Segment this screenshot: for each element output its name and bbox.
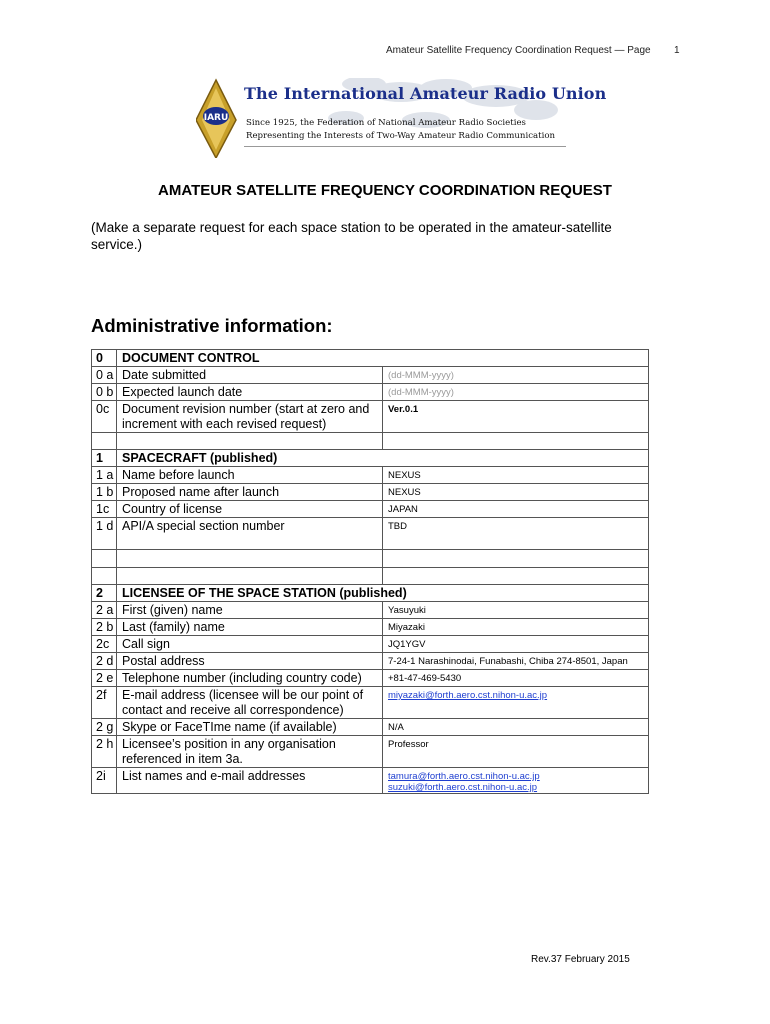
last-name-field[interactable]: Miyazaki: [383, 619, 649, 636]
section-header-row: [92, 585, 649, 602]
table-row: [92, 619, 649, 636]
item-number: 2c: [92, 636, 117, 653]
item-label: Telephone number (including country code): [117, 670, 383, 687]
blank-row: [92, 550, 649, 568]
section-header-row: [92, 450, 649, 467]
item-number: 0c: [92, 401, 117, 433]
item-label: List names and e-mail addresses: [117, 768, 383, 794]
section-title: SPACECRAFT (published): [117, 450, 649, 467]
iaru-logo: [196, 78, 607, 158]
item-number: 2 a: [92, 602, 117, 619]
api-section-field[interactable]: TBD: [383, 518, 649, 550]
item-label: API/A special section number: [117, 518, 383, 550]
item-label: Skype or FaceTIme name (if available): [117, 719, 383, 736]
org-tagline-2: Representing the Interests of Two-Way Amateur Radio Communication: [246, 131, 556, 141]
item-number: 2i: [92, 768, 117, 794]
table-row: [92, 636, 649, 653]
item-number: 1 a: [92, 467, 117, 484]
section-number: 0: [92, 350, 117, 367]
table-row: [92, 384, 649, 401]
coordination-form-table: [91, 349, 649, 794]
postal-address-field[interactable]: 7-24-1 Narashinodai, Funabashi, Chiba 274-8501, Japan: [383, 653, 649, 670]
table-row: [92, 670, 649, 687]
org-tagline-1: Since 1925, the Federation of National Amateur Radio Societies: [246, 118, 526, 128]
item-number: 1c: [92, 501, 117, 518]
item-label: Call sign: [117, 636, 383, 653]
table-row: [92, 602, 649, 619]
item-label: Proposed name after launch: [117, 484, 383, 501]
call-sign-field[interactable]: JQ1YGV: [383, 636, 649, 653]
item-number: 2 b: [92, 619, 117, 636]
document-title: AMATEUR SATELLITE FREQUENCY COORDINATION REQUEST: [158, 182, 612, 199]
date-submitted-field[interactable]: (dd-MMM-yyyy): [383, 367, 649, 384]
name-before-launch-field[interactable]: NEXUS: [383, 467, 649, 484]
name-after-launch-field[interactable]: NEXUS: [383, 484, 649, 501]
blank-row: [92, 568, 649, 585]
running-title: Amateur Satellite Frequency Coordination Request — Page: [386, 45, 651, 56]
org-name: The International Amateur Radio Union: [244, 84, 607, 103]
logo-divider: [244, 146, 566, 147]
country-field[interactable]: JAPAN: [383, 501, 649, 518]
item-label: Expected launch date: [117, 384, 383, 401]
item-number: 2f: [92, 687, 117, 719]
email-link[interactable]: tamura@forth.aero.cst.nihon-u.ac.jp: [388, 771, 540, 782]
table-row: [92, 467, 649, 484]
first-name-field[interactable]: Yasuyuki: [383, 602, 649, 619]
revision-footer: Rev.37 February 2015: [531, 954, 630, 965]
blank-row: [92, 433, 649, 450]
section-heading: Administrative information:: [91, 315, 333, 336]
table-row: [92, 768, 649, 794]
revision-number-field[interactable]: Ver.0.1: [383, 401, 649, 433]
telephone-field[interactable]: +81-47-469-5430: [383, 670, 649, 687]
item-label: Date submitted: [117, 367, 383, 384]
item-label: First (given) name: [117, 602, 383, 619]
table-row: [92, 687, 649, 719]
launch-date-field[interactable]: (dd-MMM-yyyy): [383, 384, 649, 401]
document-note: (Make a separate request for each space station to be operated in the amateur-satellite service.): [91, 220, 612, 252]
item-label: Postal address: [117, 653, 383, 670]
section-number: 2: [92, 585, 117, 602]
table-row: [92, 518, 649, 550]
position-field[interactable]: Professor: [383, 736, 649, 768]
item-label: Licensee’s position in any organisation referenced in item 3a.: [117, 736, 383, 768]
table-row: [92, 484, 649, 501]
item-number: 2 g: [92, 719, 117, 736]
item-number: 0 a: [92, 367, 117, 384]
section-header-row: [92, 350, 649, 367]
table-row: [92, 653, 649, 670]
skype-field[interactable]: N/A: [383, 719, 649, 736]
email-link[interactable]: suzuki@forth.aero.cst.nihon-u.ac.jp: [388, 782, 538, 793]
page-number: 1: [674, 45, 680, 56]
section-number: 1: [92, 450, 117, 467]
email-field: [383, 687, 649, 719]
item-number: 1 b: [92, 484, 117, 501]
table-row: [92, 401, 649, 433]
contacts-field: [383, 768, 649, 794]
item-label: E-mail address (licensee will be our point of contact and receive all correspondence): [117, 687, 383, 719]
table-row: [92, 736, 649, 768]
email-link[interactable]: miyazaki@forth.aero.cst.nihon-u.ac.jp: [388, 690, 548, 701]
item-label: Last (family) name: [117, 619, 383, 636]
table-row: [92, 501, 649, 518]
item-label: Name before launch: [117, 467, 383, 484]
table-row: [92, 367, 649, 384]
section-title: DOCUMENT CONTROL: [117, 350, 649, 367]
item-number: 2 e: [92, 670, 117, 687]
table-row: [92, 719, 649, 736]
item-number: 0 b: [92, 384, 117, 401]
running-header: [386, 45, 680, 56]
item-label: Document revision number (start at zero and increment with each revised request): [117, 401, 383, 433]
emblem-text: IARU: [203, 113, 229, 123]
item-number: 2 h: [92, 736, 117, 768]
section-title: LICENSEE OF THE SPACE STATION (published): [117, 585, 649, 602]
item-label: Country of license: [117, 501, 383, 518]
item-number: 2 d: [92, 653, 117, 670]
item-number: 1 d: [92, 518, 117, 550]
